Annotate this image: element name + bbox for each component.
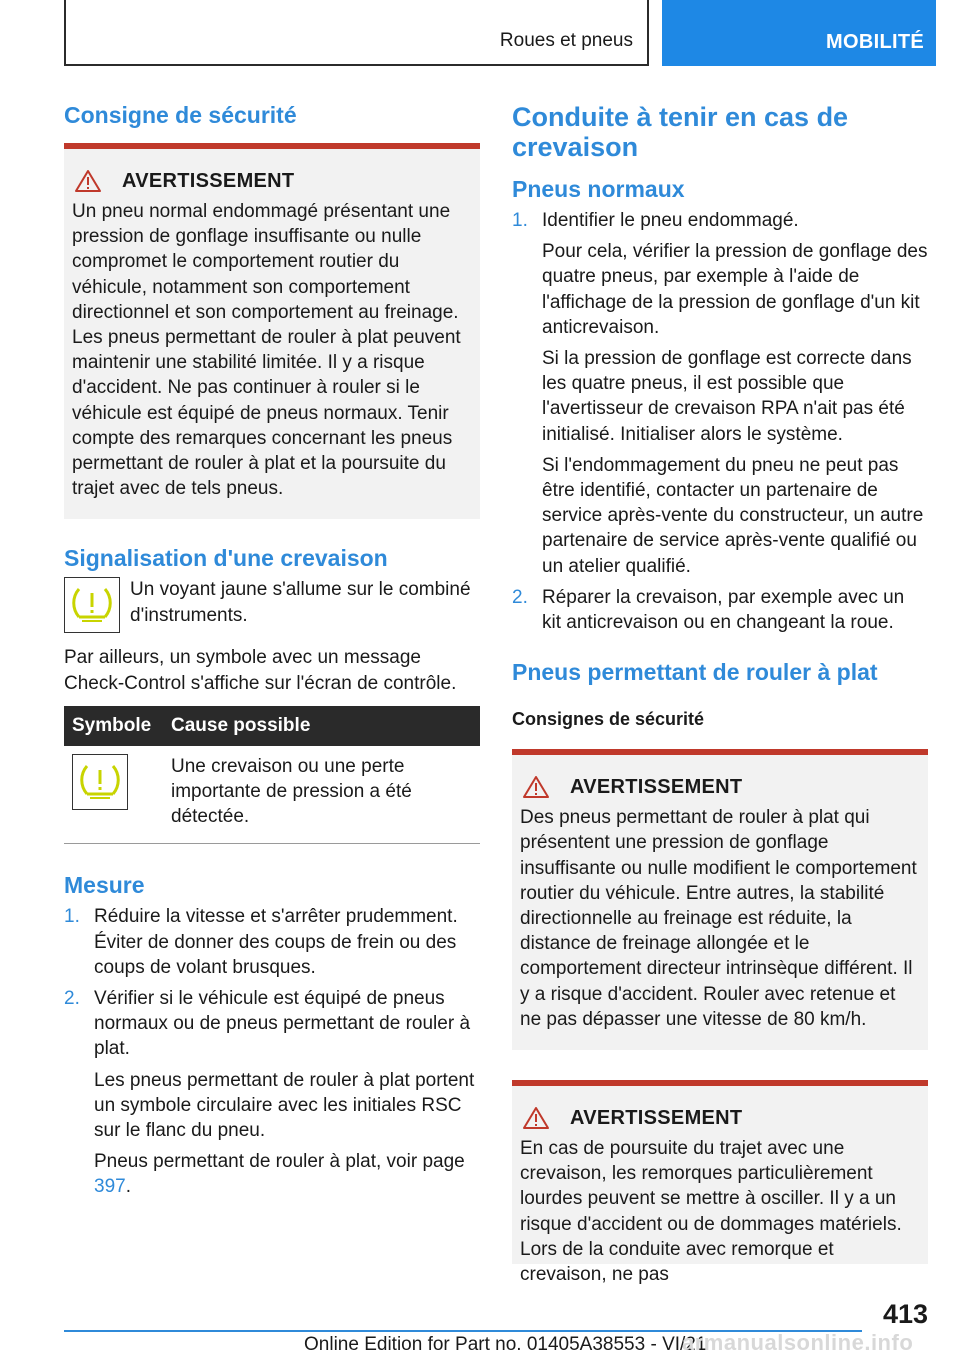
safety-heading: Consigne de sécurité (64, 102, 297, 128)
step-number: 1. (512, 210, 528, 231)
list-item (512, 585, 928, 635)
table-cell-cause: Une crevaison ou une perte importante de pression a été détectée. (163, 746, 480, 844)
step-text: Réparer la crevaison, par exemple avec un kit anticrevaison ou en changeant la roue. (542, 586, 905, 634)
page-ref-link[interactable]: 397 (94, 1176, 126, 1198)
warning-triangle-icon (74, 169, 102, 193)
header-section-title: Roues et pneus (499, 30, 633, 51)
footer-edition: Online Edition for Part no. 01405A38553 - VI/21 (304, 1334, 707, 1355)
symbol-table (64, 706, 480, 845)
step-number: 1. (64, 906, 80, 928)
footer-watermark: armanualsonline.info (682, 1330, 914, 1355)
table-cell-symbol (64, 746, 163, 844)
step-paragraph (94, 1149, 480, 1199)
tpms-yellow-icon (78, 762, 122, 802)
step-paragraph: Si l'endommagement du pneu ne peut pas être identifié, contacter un partenaire de service après-vente du constructeur, un autre partenaire de service après-vente qualifié ou un atelier qualifié. (542, 454, 924, 577)
page-number: 413 (882, 1299, 928, 1329)
warning-header (522, 1106, 920, 1130)
warning-text: Un pneu normal endommagé présentant une pression de gonflage insuffisante ou nulle compromet le comportement routier du véhicule, notamment son comportement directionnel et son comportement au freinage. Les pneus permettant de rouler à plat peuvent maintenir une stabilité limitée. Il y a risque d'accident. Ne pas continuer à rouler si le véhicule est équipé de pneus normaux. Tenir compte des remarques concernant les pneus permettant de rouler à plat et la poursuite du trajet avec de tels pneus. (72, 201, 461, 500)
tpms-yellow-icon (70, 585, 114, 625)
intro-text: Par ailleurs, un symbole avec un message Check-Control s'affiche sur l'écran de contrôle. (64, 647, 457, 694)
step-paragraph: Les pneus permettant de rouler à plat portent un symbole circulaire avec les initiales RSC sur le flanc du pneu. (94, 1069, 475, 1142)
warning-triangle-icon (522, 1106, 550, 1130)
table-header-cause: Cause possible (163, 706, 480, 746)
main-heading: Conduite à tenir en cas de crevaison (512, 102, 849, 162)
indicator-row (64, 577, 480, 633)
list-item (512, 208, 928, 579)
header-section-box (64, 0, 649, 66)
warning-title: AVERTISSEMENT (570, 775, 743, 798)
indicator-text: Un voyant jaune s'allume sur le combiné d'instruments. (130, 579, 471, 626)
warning-box-3 (512, 1080, 928, 1286)
warning-box-1 (64, 143, 480, 519)
normal-tyres-heading: Pneus normaux (512, 176, 685, 202)
tpms-symbol-icon (72, 754, 128, 810)
warning-text: En cas de poursuite du trajet avec une crevaison, les remorques particulièrement lourdes peuvent se mettre à osciller. Il y a un risque d'accident ou de dommages matériels. Lors de la conduite avec remorque et crevaison, ne pas (520, 1138, 902, 1286)
mesure-heading: Mesure (64, 872, 145, 899)
signal-heading: Signalisation d'une crevaison (64, 545, 388, 572)
tpms-indicator-icon (64, 577, 120, 633)
right-column (512, 102, 928, 1286)
table-header-symbol: Symbole (64, 706, 163, 746)
step-number: 2. (64, 988, 80, 1010)
warning-header (522, 775, 920, 799)
header-chapter-tab (662, 0, 936, 66)
step-paragraph: Si la pression de gonflage est correcte dans les quatre pneus, il est possible que l'avertisseur de crevaison RPA n'ait pas été initialisé. Initialiser alors le système. (542, 348, 912, 445)
table-row (64, 746, 480, 844)
warning-box-2 (512, 749, 928, 1050)
warning-title: AVERTISSEMENT (122, 169, 295, 192)
list-item (64, 986, 480, 1200)
normal-steps (512, 208, 928, 635)
step-text: Vérifier si le véhicule est équipé de pneus normaux ou de pneus permettant de rouler à plat. (94, 988, 471, 1060)
left-column (64, 100, 480, 1200)
table-header-row (64, 706, 480, 746)
header-chapter-title: MOBILITÉ (826, 31, 924, 53)
page-ref-prefix: Pneus permettant de rouler à plat, voir page (94, 1151, 465, 1173)
warning-header (74, 169, 472, 193)
list-item (64, 904, 480, 980)
step-number: 2. (512, 586, 528, 608)
runflat-heading: Pneus permettant de rouler à plat (512, 659, 878, 686)
step-paragraph: Pour cela, vérifier la pression de gonflage des quatre pneus, par exemple à l'aide de l'affichage de la pression de gonflage d'un kit anticrevaison. (542, 241, 928, 338)
step-text: Réduire la vitesse et s'arrêter prudemment. Éviter de donner des coups de frein ou des coups de volant brusques. (94, 906, 458, 978)
warning-title: AVERTISSEMENT (570, 1106, 743, 1129)
page-ref-suffix: . (125, 1176, 131, 1198)
warning-triangle-icon (522, 775, 550, 799)
warning-text: Des pneus permettant de rouler à plat qui présentent une pression de gonflage insuffisante ou nulle modifient le comportement routier du véhicule. Entre autres, la stabilité directionnelle au freinage est réduite, la distance de freinage allongée et le comportement directeur intrinsèque différent. Il y a risque d'accident. Rouler avec retenue et ne pas dépasser une vitesse de 80 km/h. (520, 807, 917, 1030)
mesure-steps (64, 904, 480, 1199)
safety-subheading: Consignes de sécurité (512, 709, 705, 730)
step-text: Identifier le pneu endommagé. (542, 210, 799, 231)
